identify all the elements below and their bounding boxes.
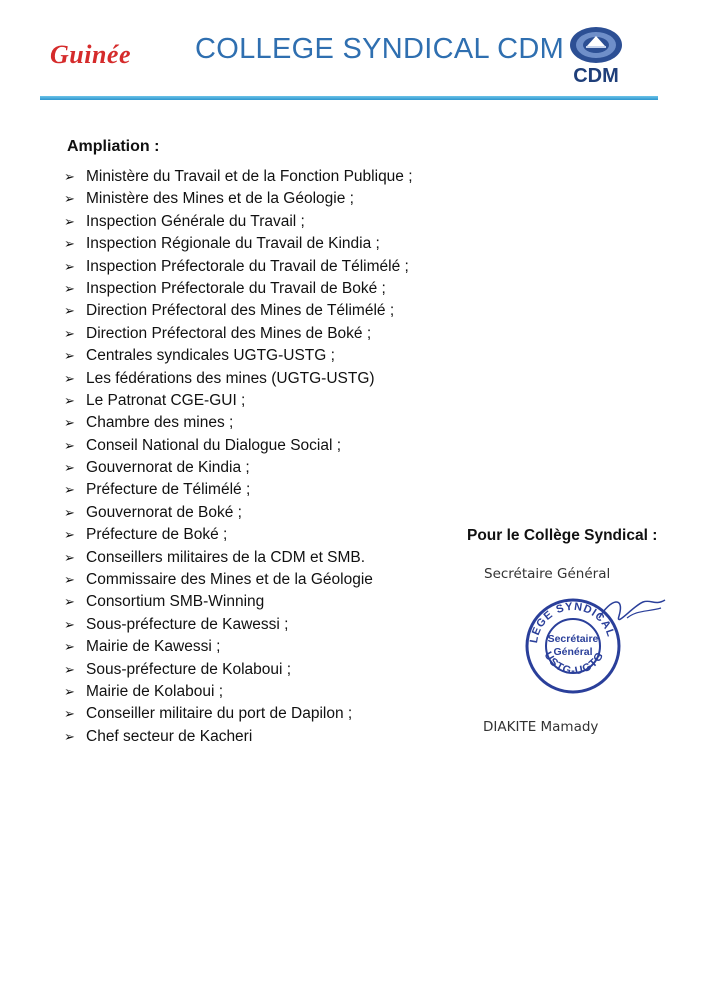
- list-item: [64, 681, 413, 703]
- list-item: [64, 659, 413, 681]
- list-item-text: Direction Préfectoral des Mines de Boké ;: [86, 324, 372, 342]
- ampliation-heading: Ampliation :: [67, 138, 160, 155]
- list-item-text: Mairie de Kawessi ;: [86, 638, 221, 656]
- official-stamp: [515, 588, 675, 698]
- list-item-text: Conseillers militaires de la CDM et SMB.: [86, 548, 366, 566]
- signature-heading: Pour le Collège Syndical :: [467, 527, 658, 544]
- list-item: [64, 188, 413, 210]
- list-item-text: Inspection Préfectorale du Travail de Télimélé ;: [86, 257, 409, 275]
- list-item: [64, 726, 413, 748]
- arrow-right-icon: ➢: [64, 392, 75, 408]
- arrow-right-icon: ➢: [64, 594, 75, 610]
- list-item-text: Inspection Générale du Travail ;: [86, 212, 305, 230]
- arrow-right-icon: ➢: [64, 572, 75, 588]
- list-item: [64, 569, 413, 591]
- list-item-text: Le Patronat CGE-GUI ;: [86, 391, 246, 409]
- stamp-center-line2: Général: [553, 646, 593, 658]
- arrow-right-icon: ➢: [64, 280, 75, 296]
- stamp-center-line1: Secrétaire: [547, 633, 599, 645]
- arrow-right-icon: ➢: [64, 437, 75, 453]
- arrow-right-icon: ➢: [64, 370, 75, 386]
- cdm-globe-icon: [563, 25, 629, 67]
- list-item-text: Direction Préfectoral des Mines de Télimélé ;: [86, 302, 395, 320]
- list-item: [64, 457, 413, 479]
- list-item-text: Commissaire des Mines et de la Géologie: [86, 571, 373, 589]
- list-item: [64, 233, 413, 255]
- list-item: [64, 524, 413, 546]
- arrow-right-icon: ➢: [64, 303, 75, 319]
- list-item: [64, 256, 413, 278]
- arrow-right-icon: ➢: [64, 527, 75, 543]
- list-item: [64, 591, 413, 613]
- arrow-right-icon: ➢: [64, 325, 75, 341]
- list-item: [64, 300, 413, 322]
- header-divider: [40, 96, 658, 100]
- list-item: [64, 502, 413, 524]
- arrow-right-icon: ➢: [64, 482, 75, 498]
- ampliation-list: [64, 166, 413, 748]
- list-item-text: Ministère des Mines et de la Géologie ;: [86, 190, 354, 208]
- letterhead-title: COLLEGE SYNDICAL CDM: [195, 33, 565, 65]
- list-item-text: Gouvernorat de Kindia ;: [86, 459, 250, 477]
- list-item-text: Chef secteur de Kacheri: [86, 727, 253, 745]
- list-item-text: Inspection Régionale du Travail de Kindia ;: [86, 235, 380, 253]
- list-item-text: Sous-préfecture de Kawessi ;: [86, 615, 289, 633]
- arrow-right-icon: ➢: [64, 415, 75, 431]
- stamp-bottom-text: USTG-UGTG: [541, 649, 607, 678]
- list-item: [64, 278, 413, 300]
- list-item-text: Mairie de Kolaboui ;: [86, 682, 223, 700]
- list-item: [64, 211, 413, 233]
- list-item-text: Les fédérations des mines (UGTG-USTG): [86, 369, 375, 387]
- list-item-text: Chambre des mines ;: [86, 414, 234, 432]
- guinee-logo: Guinée: [50, 40, 131, 69]
- list-item: [64, 166, 413, 188]
- letterhead: [0, 0, 720, 110]
- arrow-right-icon: ➢: [64, 460, 75, 476]
- stamp-outer-text: LEGE SYNDICAL: [528, 600, 617, 645]
- list-item-text: Consortium SMB-Winning: [86, 593, 265, 611]
- list-item-text: Préfecture de Télimélé ;: [86, 481, 251, 499]
- list-item: [64, 368, 413, 390]
- signatory-role: Secrétaire Général: [484, 566, 611, 582]
- signatory-name: DIAKITE Mamady: [483, 719, 599, 735]
- arrow-right-icon: ➢: [64, 258, 75, 274]
- arrow-right-icon: ➢: [64, 661, 75, 677]
- list-item: [64, 636, 413, 658]
- list-item-text: Conseil National du Dialogue Social ;: [86, 436, 342, 454]
- arrow-right-icon: ➢: [64, 504, 75, 520]
- list-item: [64, 614, 413, 636]
- arrow-right-icon: ➢: [64, 728, 75, 744]
- list-item: [64, 390, 413, 412]
- list-item: [64, 479, 413, 501]
- arrow-right-icon: ➢: [64, 549, 75, 565]
- arrow-right-icon: ➢: [64, 639, 75, 655]
- list-item: [64, 703, 413, 725]
- arrow-right-icon: ➢: [64, 616, 75, 632]
- list-item-text: Préfecture de Boké ;: [86, 526, 228, 544]
- list-item-text: Sous-préfecture de Kolaboui ;: [86, 660, 292, 678]
- arrow-right-icon: ➢: [64, 348, 75, 364]
- stamp-seal-icon: [515, 588, 675, 698]
- list-item: [64, 412, 413, 434]
- list-item: [64, 547, 413, 569]
- list-item: [64, 435, 413, 457]
- cdm-logo: [563, 25, 629, 87]
- arrow-right-icon: ➢: [64, 169, 75, 184]
- arrow-right-icon: ➢: [64, 191, 75, 207]
- list-item-text: Gouvernorat de Boké ;: [86, 503, 242, 521]
- list-item-text: Inspection Préfectorale du Travail de Boké ;: [86, 279, 386, 297]
- list-item: [64, 345, 413, 367]
- cdm-logo-text: CDM: [573, 65, 619, 87]
- arrow-right-icon: ➢: [64, 706, 75, 722]
- list-item-text: Ministère du Travail et de la Fonction Publique ;: [86, 168, 413, 185]
- arrow-right-icon: ➢: [64, 683, 75, 699]
- list-item-text: Centrales syndicales UGTG-USTG ;: [86, 347, 335, 365]
- arrow-right-icon: ➢: [64, 213, 75, 229]
- list-item: [64, 323, 413, 345]
- arrow-right-icon: ➢: [64, 236, 75, 252]
- list-item-text: Conseiller militaire du port de Dapilon ;: [86, 705, 353, 723]
